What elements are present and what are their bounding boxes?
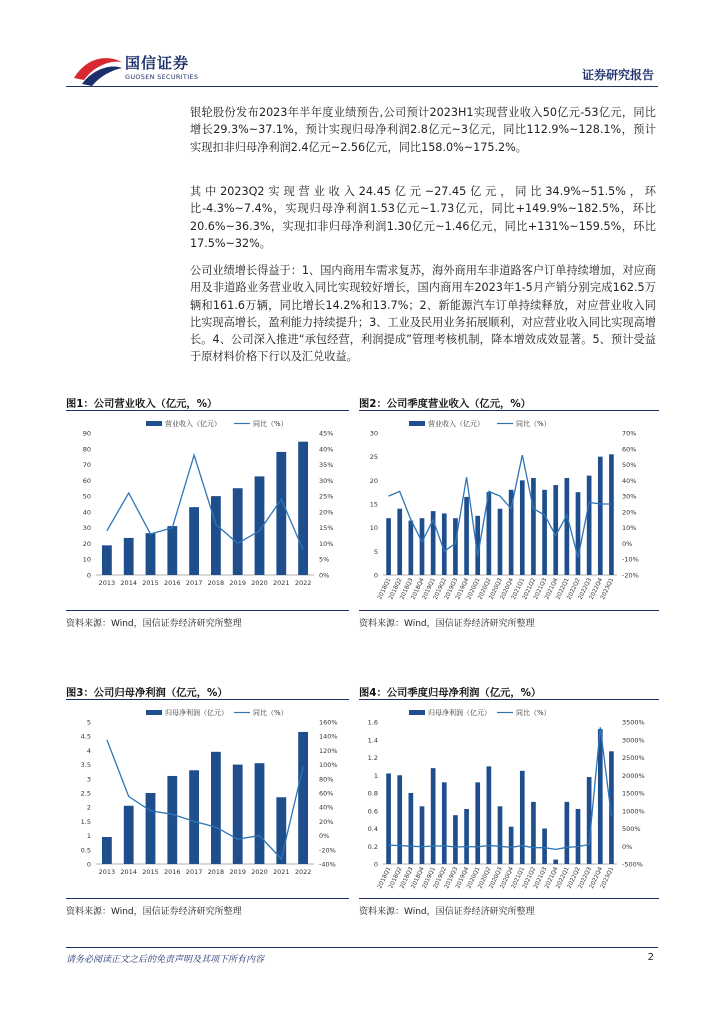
bar [542,490,547,575]
x-axis-tick-label: 2019Q3 [444,577,460,601]
bar [167,526,177,575]
bar [553,485,558,575]
figure-4-bottom-divider [359,898,659,899]
bar [386,518,391,575]
y2-axis-tick-label: 500% [622,825,641,833]
bar [102,545,112,575]
y-axis-tick-label: 2 [86,803,91,812]
y-axis-tick-label: 3 [86,775,91,784]
x-axis-tick-label: 2020Q3 [488,866,504,890]
bar [167,776,177,864]
y2-axis-tick-label: 1500% [622,789,645,798]
page-number: 2 [647,952,654,963]
x-axis-tick-label: 2018Q1 [377,866,393,890]
y2-axis-tick-label: 3000% [622,736,645,745]
bar [475,782,480,864]
paragraph-growth-drivers: 公司业绩增长得益于：1、国内商用车需求复苏，海外商用车非道路客户订单持续增加，对应商用及非道路业务营业收入同比实现较好增长，国内商用车2023年1-5月产销分别完成162.5万辆和161.6万辆，同比增长14.2%和13.7%；2、新能源汽车订单持续释放，对应营业收入同比实现高增长，盈利能力持续提升；3、工业及民用业务拓展顺利，对应营业收入同比实现高增长。4、公司深入推进“承包经营，利润提成”管理考核机制，降本增效成效显著。5、预计受益于原材料价格下行以及汇兑收益。 [190,264,656,364]
y-axis-tick-label: 15 [369,500,378,509]
x-axis-tick-label: 2018Q4 [410,866,426,890]
x-axis-tick-label: 2017 [185,868,203,876]
x-axis-tick-label: 2021Q1 [510,866,527,890]
bar [464,809,469,864]
y2-axis-tick-label: -500% [622,860,643,869]
bar [189,507,199,575]
x-axis-tick-label: 2019 [229,579,246,587]
y2-axis-tick-label: 20% [622,508,637,517]
x-axis-tick-label: 2019Q4 [455,866,471,890]
bar [509,827,514,864]
bar [298,732,308,864]
x-axis-tick-label: 2015 [142,579,159,587]
x-axis-tick-label: 2021Q4 [544,866,560,890]
x-axis-tick-label: 2022Q2 [566,866,582,890]
y2-axis-tick-label: 5% [319,555,330,564]
bar [498,806,503,864]
bar [298,442,308,575]
x-axis-tick-label: 2020Q1 [466,577,482,601]
figure-4-source: 资料来源：Wind，国信证券经济研究所整理 [359,907,535,917]
y2-axis-tick-label: 10% [622,524,637,533]
x-axis-tick-label: 2023Q1 [600,577,616,601]
figure-2-divider [359,410,659,411]
bar [146,793,156,864]
bar [233,765,243,864]
bar [565,802,570,864]
bar [587,476,592,575]
y2-axis-tick-label: 20% [319,817,334,826]
legend-line-label: 同比（%） [253,420,288,428]
logo-text-cn: 国信证券 [125,54,190,72]
x-axis-tick-label: 2021Q2 [522,866,538,890]
y-axis-tick-label: 5 [86,718,91,727]
bar [531,802,536,864]
y-axis-tick-label: 0 [86,571,91,580]
figure-4-title: 图4：公司季度归母净利润（亿元，%） [359,687,542,699]
x-axis-tick-label: 2019 [229,868,246,876]
y-axis-tick-label: 2.5 [80,789,91,798]
y2-axis-tick-label: 60% [622,445,637,454]
x-axis-tick-label: 2020 [251,579,268,587]
legend-line-label: 同比（%） [253,709,288,717]
legend-bar-swatch [146,421,162,426]
y2-axis-tick-label: 3500% [622,718,645,727]
bar [464,497,469,575]
x-axis-tick-label: 2022Q3 [577,577,593,601]
bar [211,752,221,864]
y2-axis-tick-label: 40% [319,803,334,812]
y-axis-tick-label: 5 [373,547,378,556]
yoy-line [107,455,303,550]
y-axis-tick-label: 1.6 [367,718,378,727]
y2-axis-tick-label: -20% [319,846,336,855]
y2-axis-tick-label: 1000% [622,807,645,816]
x-axis-tick-label: 2016 [164,868,181,876]
x-axis-tick-label: 2018Q1 [377,577,393,601]
bar [542,829,547,865]
bar [453,815,458,864]
x-axis-tick-label: 2018Q3 [399,866,415,890]
y-axis-tick-label: 25 [369,453,378,462]
y-axis-tick-label: 30 [82,524,91,533]
bar [124,806,134,864]
bar [409,521,414,575]
legend-bar-label: 归母净利润（亿元） [428,709,491,717]
legend-bar-label: 营业收入（亿元） [165,420,221,428]
bar [276,797,286,864]
bar [442,513,447,575]
y-axis-tick-label: 0.2 [367,842,378,851]
y-axis-tick-label: 1.2 [367,754,378,762]
bar [576,809,581,864]
bar [420,806,425,864]
y2-axis-tick-label: 2000% [622,771,645,780]
x-axis-tick-label: 2022Q4 [588,577,605,601]
x-axis-tick-label: 2015 [142,868,159,876]
y-axis-tick-label: 1 [86,832,91,841]
bar [386,773,391,864]
bar [124,538,134,575]
y2-axis-tick-label: 120% [319,746,338,755]
x-axis-tick-label: 2018Q2 [388,577,404,601]
x-axis-tick-label: 2018Q4 [410,577,426,601]
x-axis-tick-label: 2019Q2 [432,577,449,601]
bar [102,837,112,864]
figure-1-title: 图1：公司营业收入（亿元，%） [66,398,218,410]
x-axis-tick-label: 2021 [273,579,290,587]
bar [255,763,265,864]
bar [189,770,199,864]
x-axis-tick-label: 2014 [120,579,137,587]
bar [520,480,525,575]
x-axis-tick-label: 2022 [294,579,312,587]
x-axis-tick-label: 2018 [207,579,225,587]
y2-axis-tick-label: -40% [319,860,336,869]
y-axis-tick-label: 20 [82,539,91,548]
bar [453,518,458,575]
bar [420,518,425,575]
legend-line-label: 同比（%） [516,709,551,717]
y2-axis-tick-label: 0% [319,832,330,841]
y-axis-tick-label: 10 [369,524,378,533]
logo-text-en: GUOSEN SECURITIES [125,73,199,81]
y2-axis-tick-label: 40% [622,476,637,485]
x-axis-tick-label: 2020 [251,868,268,876]
x-axis-tick-label: 2021 [273,868,290,876]
y2-axis-tick-label: 30% [319,476,334,485]
x-axis-tick-label: 2020Q3 [488,577,504,601]
y-axis-tick-label: 4 [86,746,91,755]
x-axis-tick-label: 2018 [207,868,225,876]
x-axis-tick-label: 2021Q1 [510,577,527,601]
footer-divider [66,947,658,948]
x-axis-tick-label: 2022Q3 [577,866,593,890]
x-axis-tick-label: 2020Q1 [466,866,482,890]
y-axis-tick-label: 3.5 [80,761,91,770]
y2-axis-tick-label: 25% [319,492,334,501]
bar [211,496,221,575]
bar [498,509,503,575]
y-axis-tick-label: 10 [82,555,91,564]
paragraph-q2-results: 其中2023Q2实现营业收入24.45亿元~27.45亿元，同比34.9%~51.5%，环比-4.3%~7.4%，实现归母净利润1.53亿元~1.73亿元，同比+149.9%~182.5%，环比20.6%~36.3%，实现扣非归母净利润1.30亿元~1.46亿元，同比+131%~159.5%，环比17.5%~32%。 [190,185,656,250]
bar [565,478,570,575]
y2-axis-tick-label: 30% [622,492,637,501]
bar [431,768,436,864]
y2-axis-tick-label: 10% [319,539,334,548]
x-axis-tick-label: 2016 [164,579,181,587]
bar [397,509,402,575]
y-axis-tick-label: 0 [373,860,378,869]
bar [442,782,447,864]
y2-axis-tick-label: 45% [319,429,334,438]
x-axis-tick-label: 2022Q1 [555,577,571,601]
figure-2-source: 资料来源：Wind，国信证券经济研究所整理 [359,619,535,629]
bar [598,457,603,575]
x-axis-tick-label: 2023Q1 [600,866,616,890]
figure-1-bottom-divider [66,610,349,611]
x-axis-tick-label: 2018Q3 [399,577,415,601]
bar [409,793,414,864]
figure-2-chart [359,413,659,605]
y2-axis-tick-label: 70% [622,429,637,438]
footer-disclaimer: 请务必阅读正文之后的免责声明及其项下所有内容 [66,955,265,965]
bar [609,454,614,575]
figure-1-chart [66,413,349,605]
x-axis-tick-label: 2021Q3 [533,866,549,890]
bar [576,492,581,575]
y-axis-tick-label: 50 [82,492,91,501]
legend-bar-label: 归母净利润（亿元） [165,709,228,717]
x-axis-tick-label: 2017 [185,579,203,587]
paragraph-earnings-forecast: 银轮股份发布2023年半年度业绩预告,公司预计2023H1实现营业收入50亿元-53亿元，同比增长29.3%~37.1%，预计实现归母净利润2.8亿元~3亿元，同比112.9%~128.1%，预计实现扣非归母净利润2.4亿元~2.56亿元，同比158.0%~175.2%。 [190,106,656,154]
bar [553,860,558,864]
y2-axis-tick-label: 50% [622,461,637,470]
legend-bar-swatch [409,710,425,715]
y-axis-tick-label: 0.5 [80,846,91,855]
y2-axis-tick-label: 0% [622,539,633,548]
y2-axis-tick-label: 35% [319,461,334,470]
x-axis-tick-label: 2019Q2 [432,866,449,890]
y2-axis-tick-label: 60% [319,789,334,798]
y-axis-tick-label: 1.4 [367,736,378,745]
y-axis-tick-label: 60 [82,476,91,485]
yoy-line [107,740,303,859]
y2-axis-tick-label: 40% [319,445,334,454]
legend-bar-label: 营业收入（亿元） [428,420,484,428]
x-axis-tick-label: 2018Q2 [388,866,404,890]
x-axis-tick-label: 2019Q1 [421,577,437,601]
x-axis-tick-label: 2020Q4 [499,577,515,601]
x-axis-tick-label: 2021Q4 [544,577,560,601]
x-axis-tick-label: 2019Q1 [421,866,437,890]
y2-axis-tick-label: 160% [319,718,338,727]
x-axis-tick-label: 2019Q3 [444,866,460,890]
x-axis-tick-label: 2022Q1 [555,866,571,890]
y2-axis-tick-label: 2500% [622,754,645,762]
figure-2-bottom-divider [359,610,659,611]
bar [276,452,286,575]
y-axis-tick-label: 0.6 [367,807,378,816]
x-axis-tick-label: 2014 [120,868,137,876]
x-axis-tick-label: 2019Q4 [455,577,471,601]
figure-1-source: 资料来源：Wind，国信证券经济研究所整理 [66,619,242,629]
y-axis-tick-label: 30 [369,429,378,438]
y2-axis-tick-label: 0% [622,842,633,851]
figure-4-chart [359,702,659,894]
y2-axis-tick-label: 20% [319,508,334,517]
y-axis-tick-label: 0 [373,571,378,580]
x-axis-tick-label: 2020Q2 [477,866,493,890]
x-axis-tick-label: 2020Q2 [477,577,493,601]
x-axis-tick-label: 2022Q2 [566,577,582,601]
y-axis-tick-label: 20 [369,476,378,485]
y-axis-tick-label: 80 [82,445,91,454]
legend-bar-swatch [409,421,425,426]
y-axis-tick-label: 1 [373,771,378,780]
y-axis-tick-label: 1.5 [80,817,91,826]
bar [146,533,156,575]
y2-axis-tick-label: 100% [319,761,338,770]
y2-axis-tick-label: -20% [622,571,639,580]
figure-3-source: 资料来源：Wind，国信证券经济研究所整理 [66,907,242,917]
y2-axis-tick-label: 15% [319,524,334,533]
y-axis-tick-label: 0.4 [367,825,378,833]
bar [520,771,525,864]
y-axis-tick-label: 0 [86,860,91,869]
legend-line-label: 同比（%） [516,420,551,428]
legend-bar-swatch [146,710,162,715]
bar [531,478,536,575]
figure-1-divider [66,410,349,411]
x-axis-tick-label: 2021Q3 [533,577,549,601]
y-axis-tick-label: 4.5 [80,732,91,741]
x-axis-tick-label: 2021Q2 [522,577,538,601]
y2-axis-tick-label: 80% [319,775,334,784]
y2-axis-tick-label: 0% [319,571,330,580]
bar [397,775,402,864]
y-axis-tick-label: 70 [82,461,91,470]
x-axis-tick-label: 2013 [98,579,116,587]
x-axis-tick-label: 2022Q4 [588,866,605,890]
figure-2-title: 图2：公司季度营业收入（亿元，%） [359,398,531,410]
figure-3-divider [66,699,349,700]
report-type-label: 证券研究报告 [581,68,654,82]
x-axis-tick-label: 2020Q4 [499,866,515,890]
figure-3-title: 图3：公司归母净利润（亿元，%） [66,687,228,699]
figure-3-bottom-divider [66,898,349,899]
y2-axis-tick-label: -10% [622,555,639,564]
bar [487,766,492,864]
x-axis-tick-label: 2022 [294,868,312,876]
figure-4-divider [359,699,659,700]
x-axis-tick-label: 2013 [98,868,116,876]
bar [233,488,243,575]
header-divider [66,86,658,87]
figure-3-chart [66,702,349,894]
y-axis-tick-label: 90 [82,429,91,438]
y-axis-tick-label: 0.8 [367,789,378,798]
y-axis-tick-label: 40 [82,508,91,517]
y2-axis-tick-label: 140% [319,732,338,741]
